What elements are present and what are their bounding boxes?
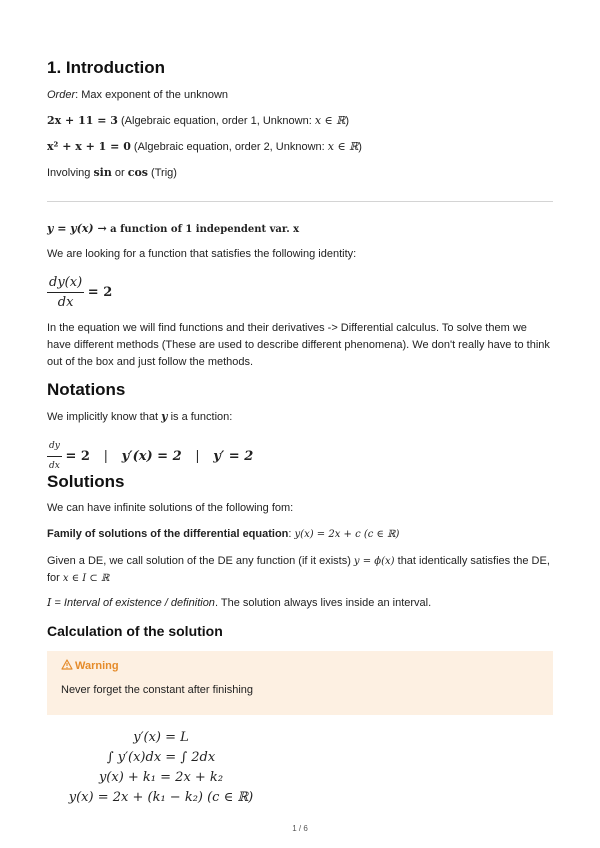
section-divider	[47, 201, 553, 202]
warning-text: Never forget the constant after finishing	[61, 684, 253, 696]
notations-var: y	[161, 410, 168, 423]
trig-mid: or	[111, 167, 128, 179]
interval-post: . The solution always lives inside an interval.	[214, 597, 432, 609]
trig-post: (Trig)	[148, 167, 177, 179]
warning-icon	[61, 659, 73, 670]
calc-step-4: y(x) = 2x + (k₁ − k₂) (c ∈ ℝ)	[68, 790, 254, 805]
differential-calculus-paragraph: In the equation we will find functions and their derivatives -> Differential calculus. To solve them we have different methods (These are used to describe different phenomena). We don't really have to think out of the box and just follow the methods.	[47, 322, 550, 368]
notations-intro	[47, 408, 553, 426]
notation-fraction	[47, 438, 62, 475]
family-of-solutions	[47, 526, 553, 543]
identity-fraction	[47, 274, 84, 311]
order-label: Order	[47, 89, 76, 101]
function-math: y = y(x) →	[47, 222, 107, 235]
family-label: Family of solutions of the differential equation	[47, 528, 289, 540]
identity-numerator: dy(x)	[47, 274, 84, 293]
order-definition	[47, 87, 553, 104]
calc-step-1: y′(x) = L	[133, 730, 189, 745]
notation-form-1-rhs: = 2	[65, 448, 90, 464]
trig-example	[47, 164, 553, 182]
identity-intro: We are looking for a function that satisfies the following identity:	[47, 248, 357, 260]
notation-numerator: dy	[47, 438, 62, 457]
trig-sin: sin	[93, 166, 112, 179]
warning-title: Warning	[75, 660, 119, 672]
de-for: for	[47, 572, 63, 584]
de-for-math: x ∈ I ⊂ ℝ	[62, 573, 110, 584]
trig-pre: Involving	[47, 167, 94, 179]
function-definition	[47, 220, 553, 238]
family-colon: :	[288, 528, 295, 540]
order-text: : Max exponent of the unknown	[75, 89, 229, 101]
de-math: y = ϕ(x)	[353, 556, 395, 567]
eq2-text: (Algebraic equation, order 2, Unknown:	[130, 141, 328, 153]
interval-def: = Interval of existence / definition	[51, 597, 215, 609]
warning-title-row	[61, 659, 119, 672]
notation-forms	[47, 438, 553, 475]
eq1-unknown: x ∈ ℝ	[314, 114, 346, 127]
algebraic-example-2: x² + x + 1 = 0 (Algebraic equation, order 2, Unknown: x ∈ ℝ)	[47, 140, 362, 153]
calc-step-3: y(x) + k₁ = 2x + k₂	[98, 770, 224, 785]
notation-denominator: dx	[49, 461, 60, 471]
section-title-notations: Notations	[47, 380, 126, 399]
section-title-solutions: Solutions	[47, 472, 125, 491]
eq1-math: 2x + 11 = 3	[47, 114, 118, 127]
interval-var: I	[47, 596, 52, 609]
notations-post: is a function:	[167, 411, 233, 423]
notation-form-3: y′ = 2	[213, 448, 254, 464]
trig-cos: cos	[127, 166, 148, 179]
family-math: y(x) = 2x + c (c ∈ ℝ)	[294, 529, 400, 540]
algebraic-example-1: 2x + 11 = 3 (Algebraic equation, order 1, Unknown: x ∈ ℝ)	[47, 114, 349, 127]
identity-denominator: dx	[57, 295, 74, 310]
eq2-unknown: x ∈ ℝ	[327, 140, 359, 153]
notation-separator-1: |	[103, 448, 108, 464]
section-title-introduction: 1. Introduction	[47, 58, 166, 77]
notation-separator-2: |	[195, 448, 200, 464]
interval-definition	[47, 594, 553, 612]
de-post: that identically satisfies the DE,	[394, 555, 550, 567]
de-pre: Given a DE, we call solution of the DE any function (if it exists)	[47, 555, 354, 567]
notation-form-2: y′(x) = 2	[121, 448, 182, 464]
section-title-calculation: Calculation of the solution	[47, 623, 223, 639]
solution-definition	[47, 553, 553, 587]
warning-callout	[47, 651, 553, 715]
calc-step-2: ∫ y′(x)dx = ∫ 2dx	[106, 750, 216, 765]
calculation-steps	[47, 728, 275, 808]
eq1-text: (Algebraic equation, order 1, Unknown:	[117, 115, 315, 127]
page-number: 1 / 6	[292, 824, 308, 833]
identity-equation	[47, 274, 553, 311]
solutions-intro: We can have infinite solutions of the following fom:	[47, 502, 294, 514]
notations-pre: We implicitly know that	[47, 411, 162, 423]
function-text: a function of 1 independent var. x	[106, 224, 300, 235]
eq2-math: x² + x + 1 = 0	[47, 140, 131, 153]
identity-rhs: = 2	[87, 284, 113, 300]
